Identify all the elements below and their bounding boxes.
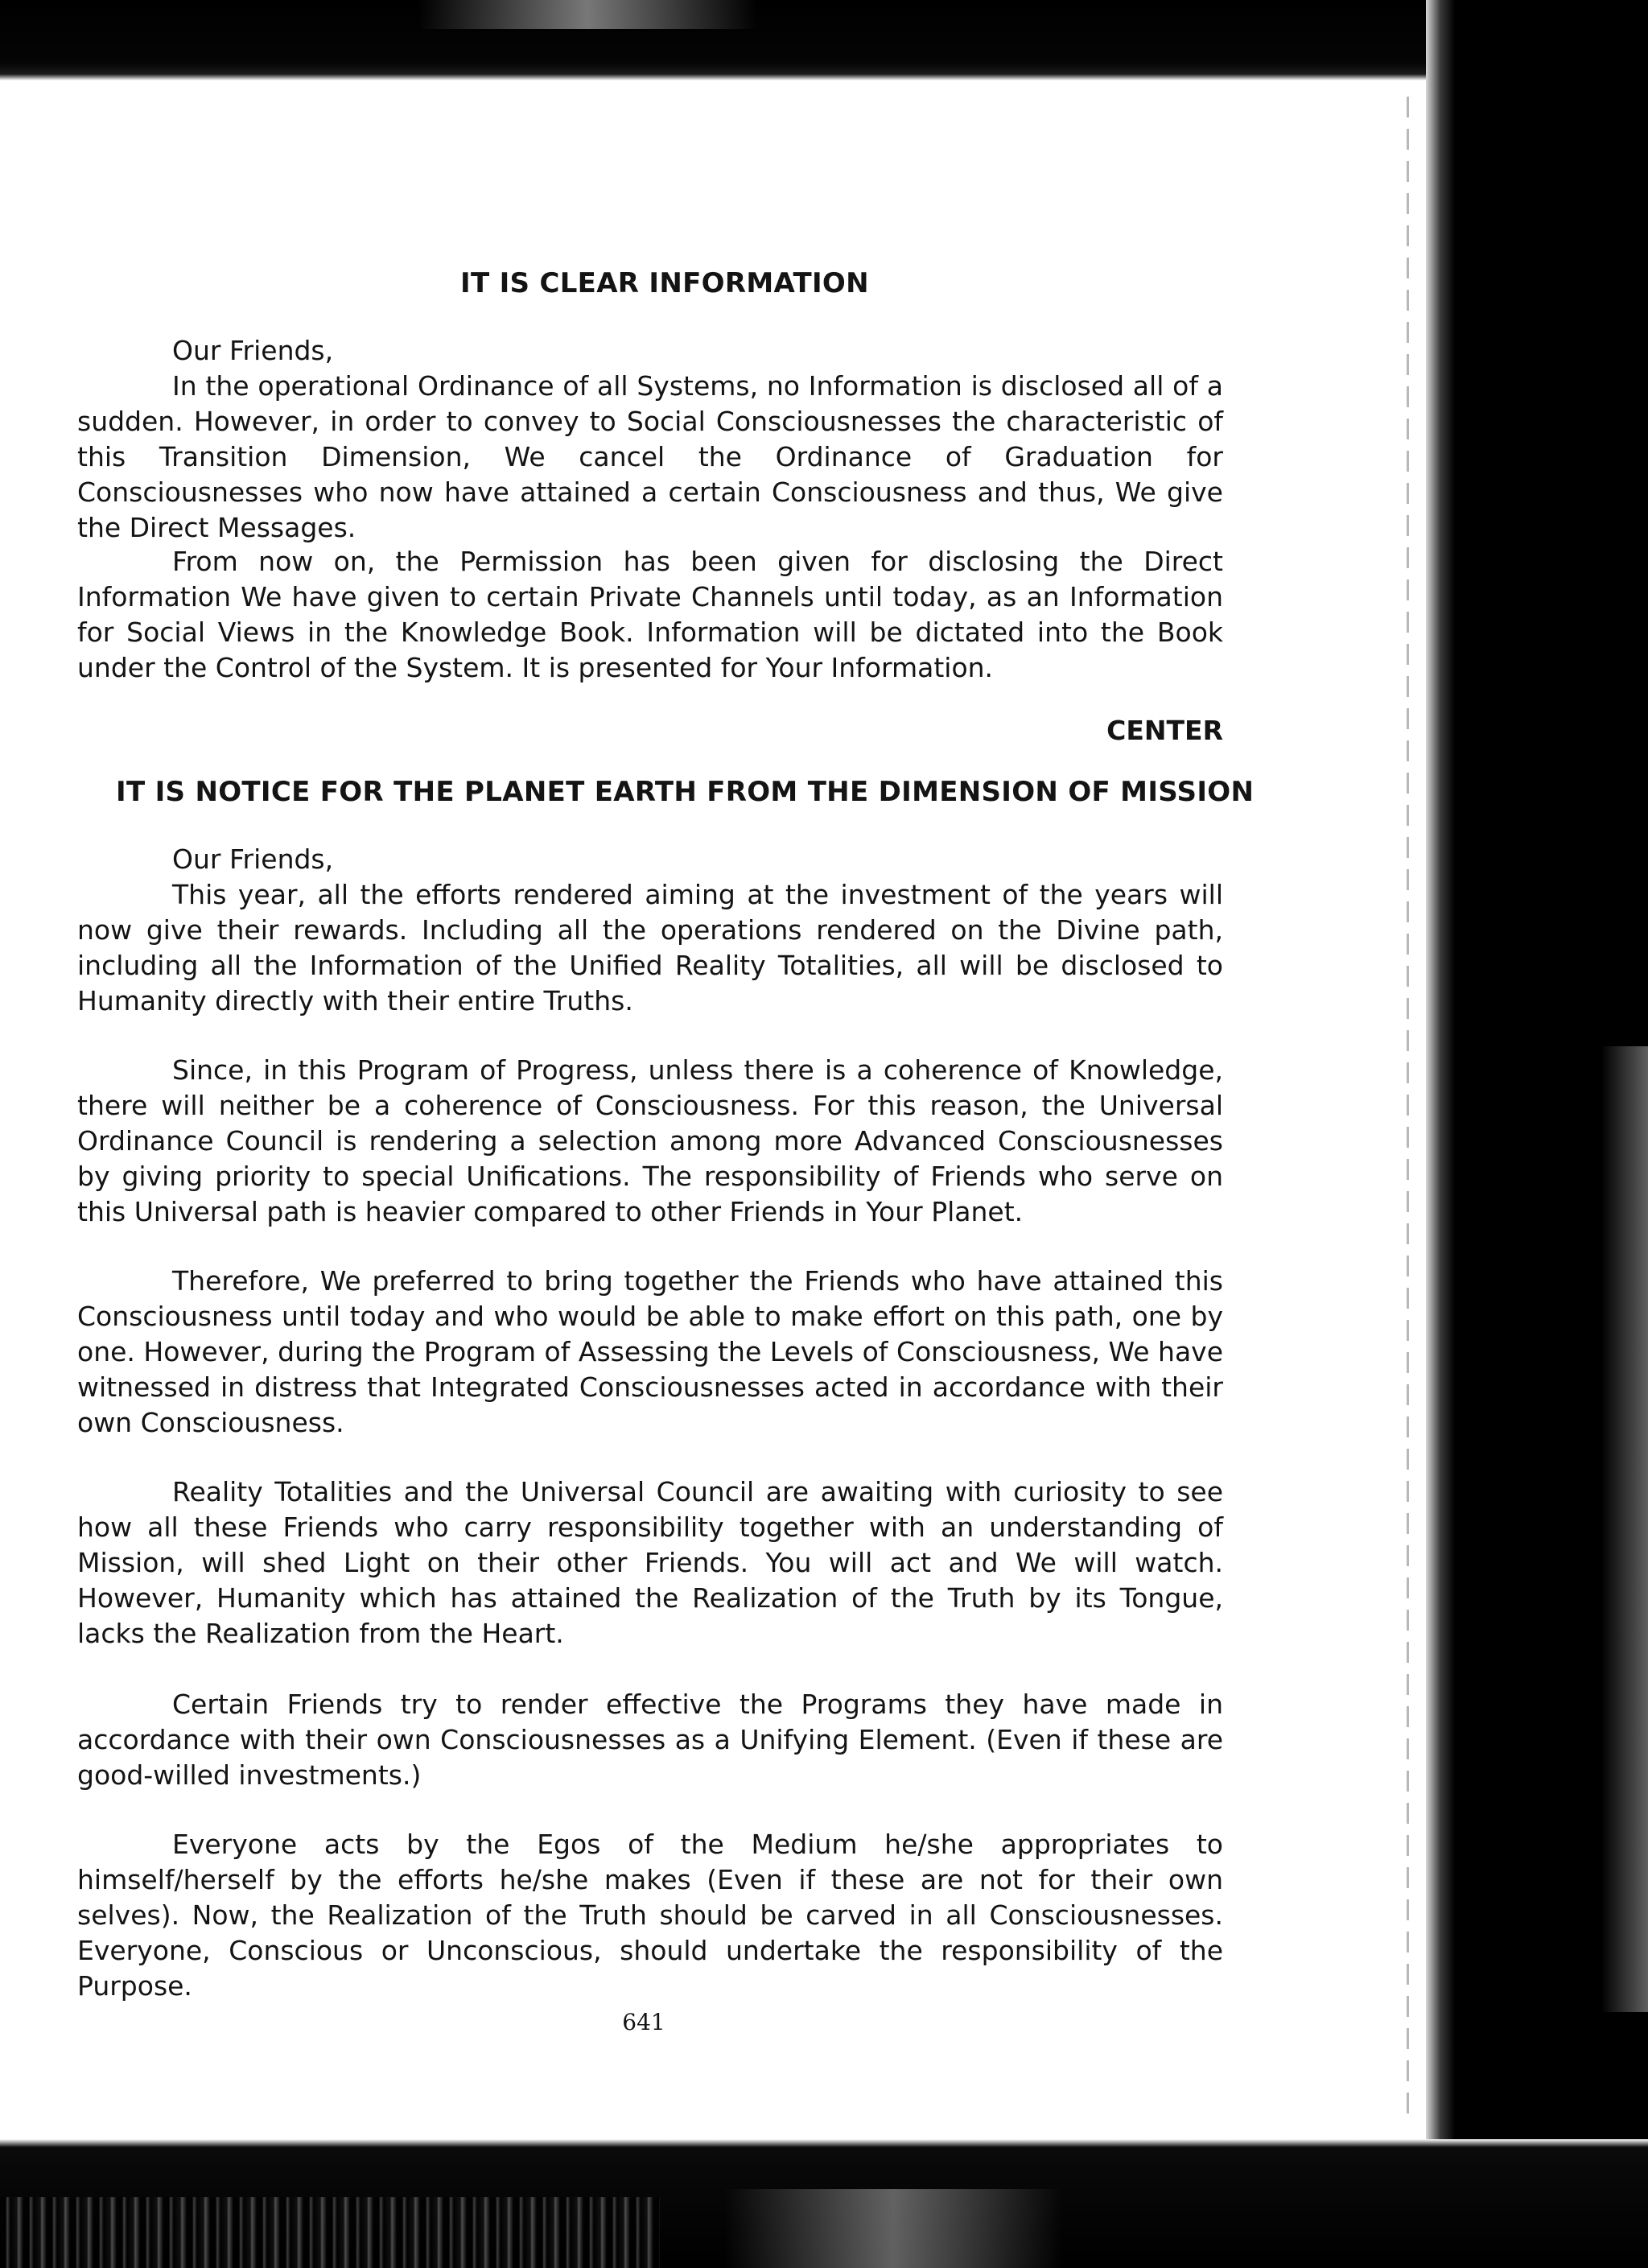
section2-paragraph-6: Everyone acts by the Egos of the Medium he/she appropriates to himself/herself by the efforts he/she makes (Even if these are not for their own selves). Now, the Realization of the Truth should be carved in all Consciousnesses. Everyone, Conscious or Unconscious, should undertake the responsibility of the Purpose. bbox=[77, 1829, 1223, 2002]
section2-title: IT IS NOTICE FOR THE PLANET EARTH FROM THE DIMENSION OF MISSION bbox=[116, 776, 1255, 808]
section2-paragraph-3: Therefore, We preferred to bring together the Friends who have attained this Consciousness until today and who would be able to make effort on this path, one by one. However, during the Program of Assessing the Levels of Consciousness, We have witnessed in distress that Integrated Consciousnesses acted in accordance with their own Consciousness. bbox=[77, 1265, 1223, 1438]
section1-title: IT IS CLEAR INFORMATION bbox=[460, 267, 869, 299]
section1-greeting: Our Friends, bbox=[172, 335, 334, 366]
section1-paragraph-2: From now on, the Permission has been given for disclosing the Direct Information We have given to certain Private Channels until today, as an Information for Social Views in the Knowledge Book. Information will be dictated into the Book under the Control of the System. It is presented for Your Information. bbox=[77, 546, 1223, 683]
section2-greeting: Our Friends, bbox=[172, 843, 334, 875]
section2-paragraph-1: This year, all the efforts rendered aiming at the investment of the years will now give their rewards. Including all the operations rendered on the Divine path, including all the Information of the Unified Reality Totalities, all will be disclosed to Humanity directly with their entire Truths. bbox=[77, 879, 1223, 1016]
section2-paragraph-5: Certain Friends try to render effective the Programs they have made in accordance with their own Consciousnesses as a Unifying Element. (Even if these are good-willed investments.) bbox=[77, 1689, 1223, 1791]
section1-signoff: CENTER bbox=[1106, 715, 1223, 746]
page-number: 641 bbox=[622, 2009, 665, 2035]
section2-paragraph-4: Reality Totalities and the Universal Council are awaiting with curiosity to see how all these Friends who carry responsibility together with an understanding of Mission, will shed Light on their other Friends. You will act and We will watch. However, Humanity which has attained the Realization of the Truth by its Tongue, lacks the Realization from the Heart. bbox=[77, 1476, 1223, 1649]
section1-paragraph-1: In the operational Ordinance of all Systems, no Information is disclosed all of a sudden. However, in order to convey to Social Consciousnesses the characteristic of this Transition Dimension, We cancel the Ordinance of Graduation for Consciousnesses who now have attained a certain Consciousness and thus, We give the Direct Messages. bbox=[77, 370, 1223, 543]
section2-paragraph-2: Since, in this Program of Progress, unless there is a coherence of Knowledge, there will neither be a coherence of Consciousness. For this reason, the Universal Ordinance Council is rendering a selection among more Advanced Consciousnesses by giving priority to special Unifications. The responsibility of Friends who serve on this Universal path is heavier compared to other Friends in Your Planet. bbox=[77, 1054, 1223, 1227]
